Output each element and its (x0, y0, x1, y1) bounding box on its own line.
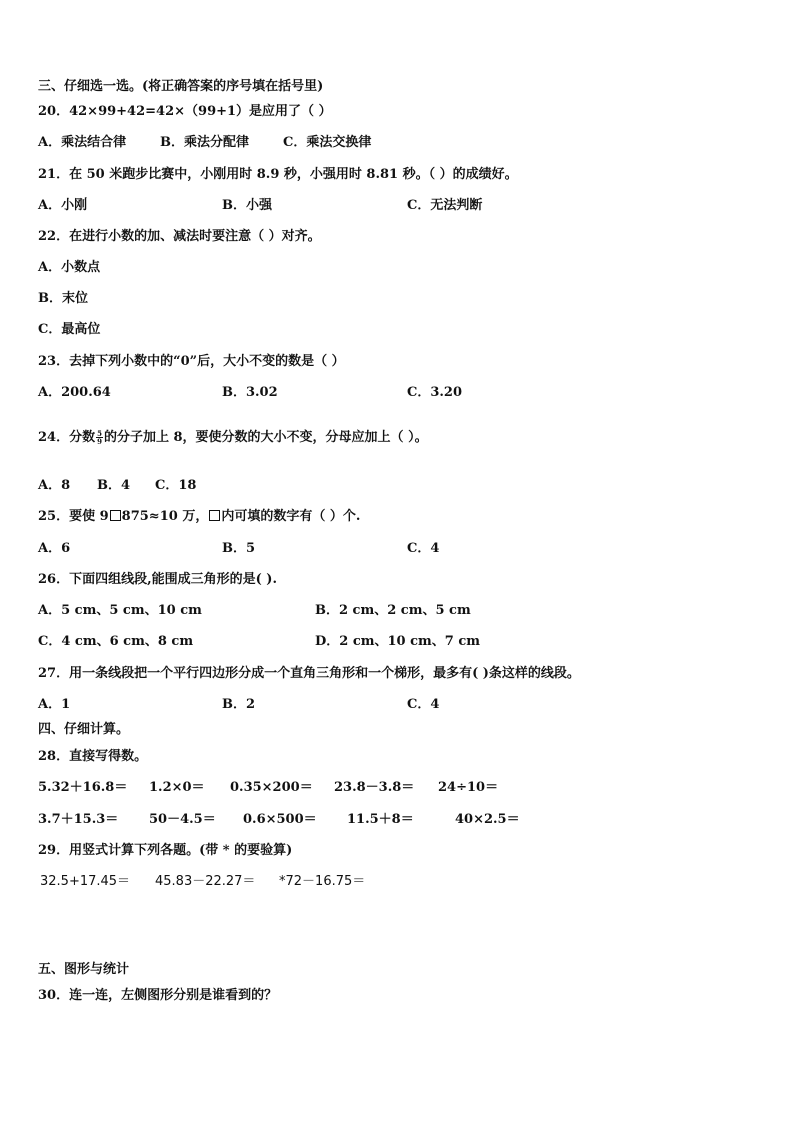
q24-option-a: A．8 (38, 478, 71, 493)
fraction (96, 430, 103, 445)
blank-box-icon (209, 510, 220, 521)
vertical-calc-item: *72－16.75＝ (279, 874, 366, 889)
q22-option-a: A．小数点 (38, 260, 101, 275)
q27-option-b: B．2 (222, 697, 256, 712)
q22-option-c: C．最高位 (38, 322, 101, 337)
section-3-title: 三、仔细选一选。(将正确答案的序号填在括号里) (38, 79, 324, 94)
q23-option-a: A．200.64 (38, 385, 111, 400)
q26-option-b: B．2 cm、2 cm、5 cm (315, 603, 471, 618)
vertical-calc-item: 45.83－22.27＝ (155, 874, 256, 889)
question-26-stem: 26．下面四组线段,能围成三角形的是( ). (38, 572, 277, 587)
q20-option-b: B．乘法分配律 (160, 135, 249, 150)
q25-option-c: C．4 (407, 541, 440, 556)
q22-option-b: B．末位 (38, 291, 88, 306)
question-22-stem: 22．在进行小数的加、减法时要注意（ ）对齐。 (38, 229, 321, 244)
blank-box-icon (110, 510, 121, 521)
question-21-stem: 21．在 50 米跑步比赛中，小刚用时 8.9 秒，小强用时 8.81 秒。（ ）的成绩好。 (38, 167, 518, 182)
calc-item: 0.35×200＝ (230, 780, 313, 795)
q20-option-c: C．乘法交换律 (283, 135, 372, 150)
question-24-stem (38, 430, 428, 446)
section-5-title: 五、图形与统计 (38, 962, 130, 977)
q24-stem-pre: 24．分数 (38, 430, 96, 445)
calc-item: 1.2×0＝ (149, 780, 205, 795)
calc-item: 0.6×500＝ (243, 812, 317, 827)
q24-option-b: B．4 (97, 478, 131, 493)
question-27-stem: 27．用一条线段把一个平行四边形分成一个直角三角形和一个梯形，最多有( )条这样的线段。 (38, 666, 580, 681)
calc-item: 3.7＋15.3＝ (38, 812, 119, 827)
calc-item: 5.32＋16.8＝ (38, 780, 128, 795)
q25-stem-mid: 875≈10 万， (121, 509, 209, 524)
calc-item: 11.5＋8＝ (347, 812, 414, 827)
q26-option-c: C．4 cm、6 cm、8 cm (38, 634, 194, 649)
question-25-stem (38, 509, 360, 525)
q26-option-d: D．2 cm、10 cm、7 cm (315, 634, 481, 649)
q25-option-b: B．5 (222, 541, 256, 556)
question-29-stem: 29．用竖式计算下列各题。(带 * 的要验算) (38, 843, 293, 858)
q27-option-a: A．1 (38, 697, 71, 712)
calc-item: 40×2.5＝ (455, 812, 520, 827)
q26-option-a: A．5 cm、5 cm、10 cm (38, 603, 202, 618)
calc-item: 24÷10＝ (438, 780, 499, 795)
q24-option-c: C．18 (155, 478, 197, 493)
fraction-denominator: 9 (97, 437, 102, 446)
question-20-stem: 20．42×99+42=42×（99+1）是应用了（ ） (38, 104, 332, 119)
q23-option-c: C．3.20 (407, 385, 463, 400)
fraction-numerator: 5 (97, 429, 102, 438)
section-4-title: 四、仔细计算。 (38, 722, 130, 737)
question-28-stem: 28．直接写得数。 (38, 749, 148, 764)
question-30-stem: 30．连一连，左侧图形分别是谁看到的？ (38, 988, 278, 1003)
question-23-stem: 23．去掉下列小数中的“0”后，大小不变的数是（ ） (38, 354, 345, 369)
calc-item: 23.8－3.8＝ (334, 780, 415, 795)
q27-option-c: C．4 (407, 697, 440, 712)
q23-option-b: B．3.02 (222, 385, 278, 400)
q21-option-c: C．无法判断 (407, 198, 483, 213)
q25-stem-post: 内可填的数字有（ ）个. (221, 509, 361, 524)
q25-option-a: A．6 (38, 541, 71, 556)
q21-option-a: A．小刚 (38, 198, 88, 213)
q25-stem-pre: 25．要使 9 (38, 509, 109, 524)
q24-stem-post: 的分子加上 8，要使分数的大小不变，分母应加上（ ）。 (103, 430, 428, 445)
calc-item: 50－4.5＝ (149, 812, 216, 827)
q21-option-b: B．小强 (222, 198, 272, 213)
q20-option-a: A．乘法结合律 (38, 135, 127, 150)
vertical-calc-item: 32.5+17.45＝ (40, 874, 131, 889)
